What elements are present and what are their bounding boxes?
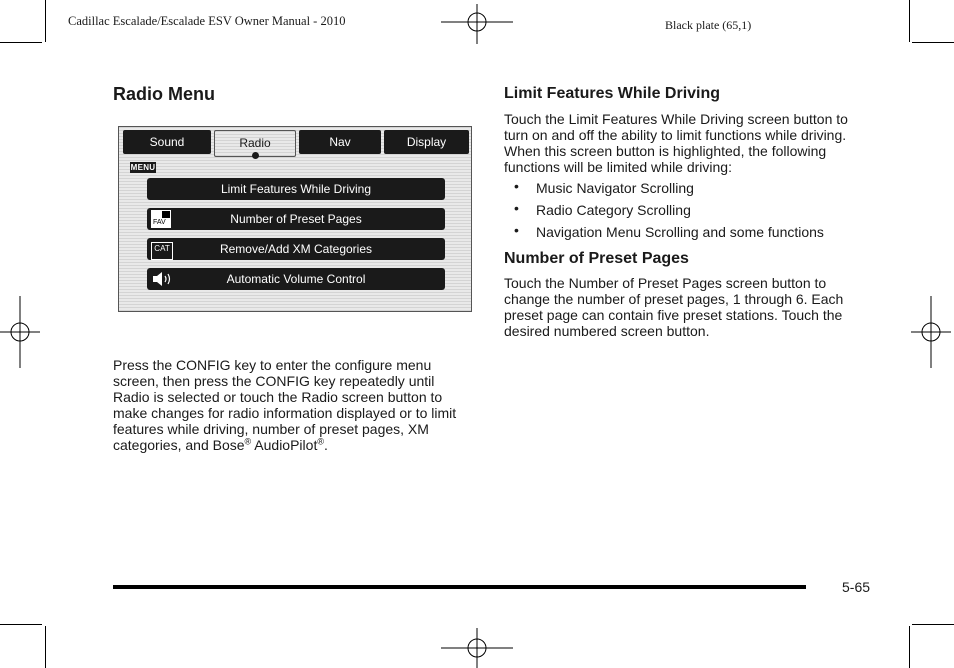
tab-radio	[214, 130, 296, 157]
button-label: Automatic Volume Control	[226, 272, 366, 286]
crop-mark	[45, 626, 46, 668]
fav-icon-label: FAV	[153, 219, 166, 226]
list-item	[504, 202, 870, 218]
fav-icon	[151, 210, 171, 228]
limit-features-button	[147, 178, 445, 200]
preset-pages-body: Touch the Number of Preset Pages screen button to change the number of preset pages, 1 through 6. Each preset page can contain five preset stations. Touch the desired numbered screen button.	[504, 275, 844, 339]
limited-functions-list	[504, 180, 870, 246]
crop-mark	[45, 0, 46, 42]
active-indicator-dot	[252, 152, 259, 159]
heading-limit-features: Limit Features While Driving	[504, 85, 721, 102]
footer-rule	[113, 585, 806, 589]
heading-number-of-preset-pages: Number of Preset Pages	[504, 250, 689, 267]
button-label: Number of Preset Pages	[230, 212, 362, 226]
description-text-end: .	[323, 437, 328, 453]
tab-label: Radio	[239, 136, 271, 150]
registered-mark: ®	[244, 436, 252, 447]
crop-mark	[912, 42, 954, 43]
crop-mark	[909, 626, 910, 668]
page-number: 5-65	[842, 579, 871, 595]
registered-mark: ®	[317, 436, 324, 447]
bullet: •	[514, 222, 519, 238]
registration-mark-icon	[441, 4, 513, 44]
menu-icon: MENU	[130, 163, 156, 172]
bullet: •	[514, 200, 519, 216]
list-item-text: Navigation Menu Scrolling and some functions	[536, 224, 824, 240]
automatic-volume-control-button	[147, 268, 445, 290]
tab-label: Display	[406, 135, 447, 149]
remove-add-xm-categories-button	[147, 238, 445, 260]
button-label: Limit Features While Driving	[220, 182, 372, 196]
speaker-icon	[151, 270, 177, 288]
manual-title: Cadillac Escalade/Escalade ESV Owner Manual - 2010	[68, 14, 346, 28]
tab-sound	[123, 130, 211, 154]
description-text: Press the CONFIG key to enter the configure menu screen, then press the CONFIG key repeatedly until Radio is selected or touch the Radio screen button to make changes for radio information displayed or to limit features while driving, number of preset pages, XM categories, and Bose	[113, 357, 457, 453]
registration-mark-icon	[911, 296, 951, 368]
tab-nav	[299, 130, 381, 154]
crop-mark	[0, 624, 42, 625]
plate-label: Black plate (65,1)	[665, 18, 752, 32]
tab-label: Nav	[329, 135, 351, 149]
description-text-audiopilot: AudioPilot	[251, 437, 318, 453]
list-item-text: Radio Category Scrolling	[536, 202, 691, 218]
tab-label: Sound	[149, 135, 185, 149]
section-title-radio-menu: Radio Menu	[113, 84, 215, 104]
cat-icon: CAT	[151, 242, 173, 260]
number-of-preset-pages-button	[147, 208, 445, 230]
screen-tab-bar	[123, 130, 469, 156]
registration-mark-icon	[0, 296, 40, 368]
tab-display	[384, 130, 469, 154]
list-item	[504, 224, 870, 240]
fav-page-icon	[151, 210, 171, 219]
list-item	[504, 180, 870, 196]
limit-features-body: Touch the Limit Features While Driving screen button to turn on and off the ability to limit functions while driving. When this screen button is highlighted, the following functions will be limited while driving:	[504, 111, 848, 175]
crop-mark	[0, 42, 42, 43]
registration-mark-icon	[441, 628, 513, 668]
bullet: •	[514, 178, 519, 194]
radio-menu-description	[113, 357, 463, 453]
radio-menu-screen-figure	[118, 126, 472, 312]
crop-mark	[912, 624, 954, 625]
list-item-text: Music Navigator Scrolling	[536, 180, 694, 196]
button-label: Remove/Add XM Categories	[219, 242, 373, 256]
crop-mark	[909, 0, 910, 42]
